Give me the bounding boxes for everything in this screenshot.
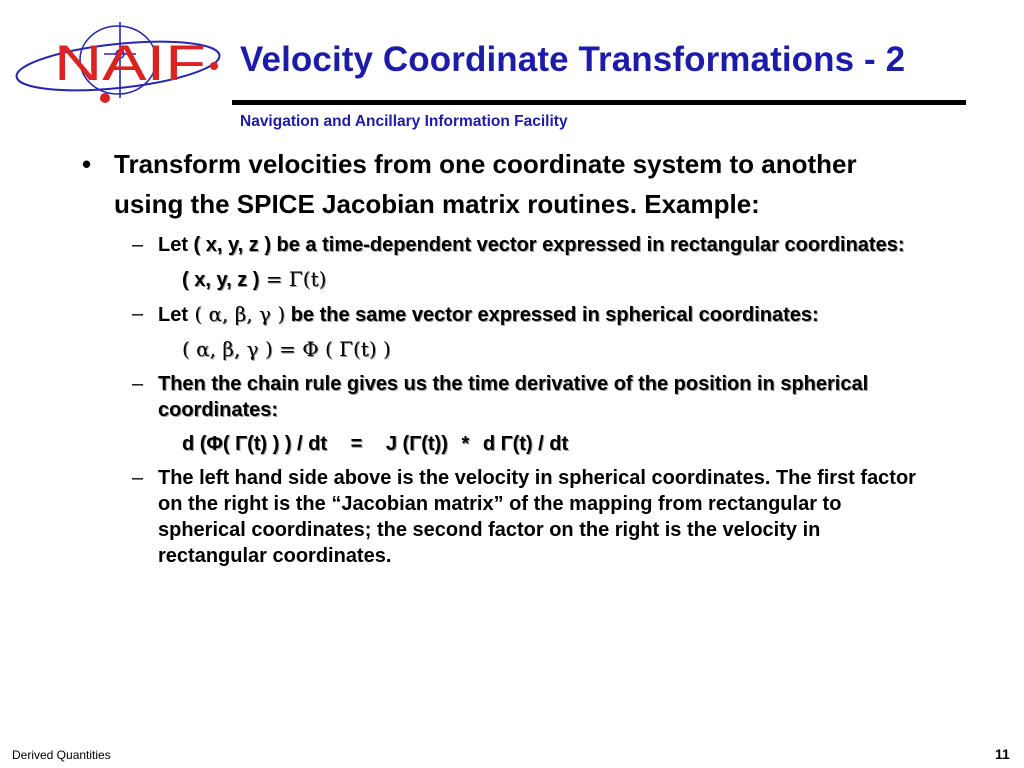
dash-3: – <box>132 373 144 395</box>
footer-section-label: Derived Quantities <box>12 748 111 762</box>
eq3-rhs2: d Γ(t) / dt <box>482 433 569 455</box>
sub-bullet-1 <box>82 232 922 258</box>
equation-1 <box>82 266 922 293</box>
eq3-op: = <box>350 433 363 455</box>
bullet-dot: • <box>82 149 92 179</box>
slide-subtitle: Navigation and Ancillary Information Facility <box>240 113 568 130</box>
dash-4: – <box>132 467 144 489</box>
eq1-rhs: = Γ(t) <box>259 267 327 291</box>
equation-3 <box>82 431 922 457</box>
dash-2: – <box>132 303 144 325</box>
slide-title: Velocity Coordinate Transformations - 2 <box>240 40 906 79</box>
page-number: 11 <box>995 746 1010 762</box>
sub-bullet-4 <box>82 465 922 569</box>
eq1-lhs: ( x, y, z ) <box>182 269 260 291</box>
equation-2 <box>82 336 922 363</box>
title-divider <box>232 100 966 105</box>
logo-text: NAIF <box>54 35 206 91</box>
sub3-text: Then the chain rule gives us the time derivative of the position in spherical coordinates: <box>158 373 869 421</box>
sub2-lead: Let <box>158 304 188 326</box>
eq3-rhs1: J (Γ(t)) <box>385 433 448 455</box>
main-bullet-text: Transform velocities from one coordinate system to another using the SPICE Jacobian matrix routines. Example: <box>114 149 857 219</box>
logo-planet <box>100 93 110 103</box>
sub1-text: ( x, y, z ) be a time-dependent vector expressed in rectangular coordinates: <box>188 234 905 256</box>
sub1-lead: Let <box>158 234 188 256</box>
sub-bullet-2 <box>82 301 922 328</box>
sub2-greek: ( α, β, γ ) <box>188 302 286 326</box>
eq3-star: * <box>461 433 470 455</box>
sub4-text: The left hand side above is the velocity in spherical coordinates. The first factor on the right is the “Jacobian matrix” of the mapping from rectangular to spherical coordinates; the second factor on the right is the velocity in rectangular coordinates. <box>158 467 916 567</box>
sub-bullet-3 <box>82 371 922 423</box>
dash-1: – <box>132 234 144 256</box>
main-bullet <box>82 144 922 224</box>
eq3-lhs: d (Φ( Γ(t) ) ) / dt <box>182 433 328 455</box>
sub2-text: be the same vector expressed in spherical coordinates: <box>285 304 819 326</box>
slide-content <box>82 144 922 569</box>
logo-dot <box>210 62 218 70</box>
naif-logo <box>8 18 228 108</box>
eq2-text: ( α, β, γ ) = Φ ( Γ(t) ) <box>182 337 391 361</box>
